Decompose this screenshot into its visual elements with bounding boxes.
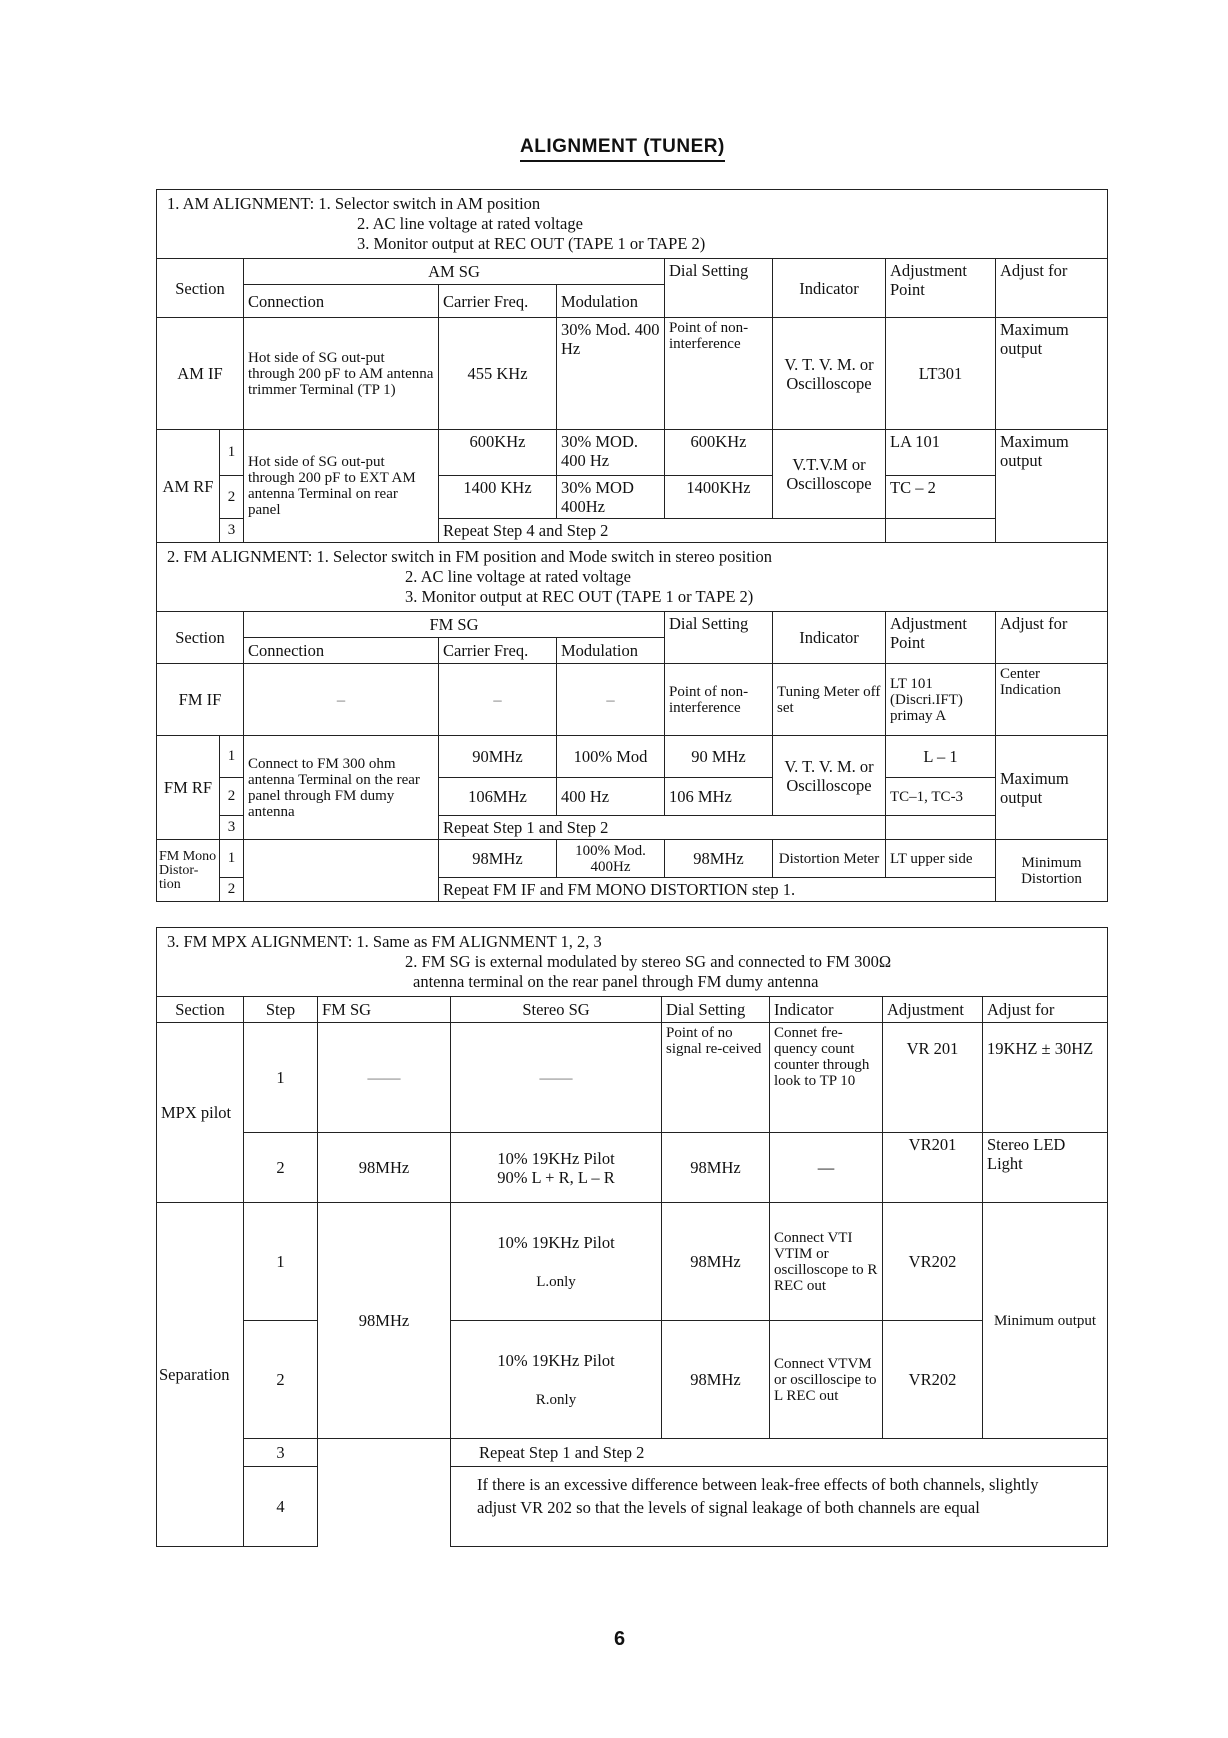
table-row: 2 98MHz 10% 19KHz Pilot 90% L + R, L – R 98MHz — VR201 Stereo LED Light xyxy=(157,1133,1108,1203)
table-row: 4 If there is an excessive difference between leak-free effects of both channels, slightly adjust VR 202 so that the levels of signal leakage of both channels are equal xyxy=(157,1467,1108,1547)
table-row: FM RF 1 Connect to FM 300 ohm antenna Terminal on the rear panel through FM dumy antenna 90MHz 100% Mod 90 MHz V. T. V. M. or Oscilloscope L – 1 Maximum output xyxy=(157,736,1108,778)
table-row: 2 106MHz 400 Hz 106 MHz TC–1, TC-3 xyxy=(157,778,1108,816)
col-carrier-freq: Carrier Freq. xyxy=(439,285,557,318)
col-indicator: Indicator xyxy=(773,259,886,318)
mpx-alignment-header: 3. FM MPX ALIGNMENT: 1. Same as FM ALIGNMENT 1, 2, 3 2. FM SG is external modulated by stereo SG and connected to FM 300Ω antenna terminal on the rear panel through FM dumy antenna xyxy=(157,928,1108,997)
table-row: Separation 1 98MHz 10% 19KHz Pilot L.only 98MHz Connect VTI VTIM or oscilloscope to R REC out VR202 Minimum output xyxy=(157,1203,1108,1321)
table-row: 3 Repeat Step 4 and Step 2 xyxy=(157,519,1108,543)
col-adjust-for: Adjust for xyxy=(996,259,1108,318)
page-title: ALIGNMENT (TUNER) xyxy=(520,136,725,162)
col-adjustment-point: Adjustment Point xyxy=(886,259,996,318)
col-am-sg: AM SG xyxy=(244,259,665,285)
table-row: AM IF Hot side of SG out-put through 200 pF to AM antenna trimmer Terminal (TP 1) 455 KHz 30% Mod. 400 Hz Point of non-interference V. T. V. M. or Oscilloscope LT301 Maximum output xyxy=(157,318,1108,430)
table-row: FM Mono Distor-tion 1 98MHz 100% Mod. 400Hz 98MHz Distortion Meter LT upper side Minimum Distortion xyxy=(157,840,1108,878)
col-modulation: Modulation xyxy=(557,285,665,318)
table-row: 3 Repeat Step 1 and Step 2 xyxy=(157,1439,1108,1467)
fm-alignment-header: 2. FM ALIGNMENT: 1. Selector switch in FM position and Mode switch in stereo position 2. AC line voltage at rated voltage 3. Monitor output at REC OUT (TAPE 1 or TAPE 2) xyxy=(157,543,1108,612)
mpx-alignment-table: 3. FM MPX ALIGNMENT: 1. Same as FM ALIGNMENT 1, 2, 3 2. FM SG is external modulated by stereo SG and connected to FM 300Ω antenna terminal on the rear panel through FM dumy antenna Section Step FM SG Stereo SG Dial Setting Indicator Adjustment Adjust for MPX pilot 1 —— —— Point of no signal re-ceived Connet fre-quency count counter through look to TP 10 VR 201 19KHZ ± 30HZ 2 98MHz 10% 19KHz Pilot 90% L + R, L – R 98MHz — VR201 Stereo LED Light Separation 1 98MHz 10% 19KHz Pilot L.only 98MHz Connect VTI VTIM or oscilloscope to R REC out VR202 Minimum output 2 10% 19KHz Pilot R.only 98MHz Connect VTVM or oscilloscipe to L REC out VR202 3 Repeat Step 1 and Step 2 4 If there is an excessive difference between leak-free effects of both channels, slightly adjust VR 202 so that the levels of signal leakage of both channels are equal xyxy=(156,927,1108,1547)
col-section: Section xyxy=(157,259,244,318)
table-row: MPX pilot 1 —— —— Point of no signal re-ceived Connet fre-quency count counter through look to TP 10 VR 201 19KHZ ± 30HZ xyxy=(157,1023,1108,1133)
am-fm-alignment-table: 1. AM ALIGNMENT: 1. Selector switch in AM position 2. AC line voltage at rated voltage 3. Monitor output at REC OUT (TAPE 1 or TAPE 2) Section AM SG Dial Setting Indicator Adjustment Point Adjust for Connection Carrier Freq. Modulation AM IF Hot side of SG out-put through 200 pF to AM antenna trimmer Terminal (TP 1) 455 KHz 30% Mod. 400 Hz Point of non-interference V. T. V. M. or Oscilloscope LT301 Maximum output AM RF 1 Hot side of SG out-put through 200 pF to EXT AM antenna Terminal on rear panel 600KHz 30% MOD. 400 Hz 600KHz V.T.V.M or Oscilloscope LA 101 Maximum output 2 1400 KHz 30% MOD 400Hz 1400KHz TC – 2 3 Repeat Step 4 and Step 2 2. FM ALIGNMENT: 1. Selector switch in FM position and Mode switch in stereo position 2. AC line voltage at rated voltage 3. Monitor output at REC OUT (TAPE 1 or TAPE 2) Section FM SG Dial Setting Indicator Adjustment Point Adjust for Connection Carrier Freq. Modulation FM IF – – – Point of non-interference Tuning Meter off set LT 101 (Discri.IFT) primay A Center Indication FM RF 1 Connect to FM 300 ohm antenna Terminal on the rear panel through FM dumy antenna 90MHz 100% Mod 90 MHz V. T. V. M. or Oscilloscope L – 1 Maximum output 2 106MHz 400 Hz 106 MHz TC–1, TC-3 3 Repeat Step 1 and Step 2 FM Mono Distor-tion 1 98MHz 100% Mod. 400Hz 98MHz Distortion Meter LT upper side Minimum Distortion 2 Repeat FM IF and FM MONO DISTORTION step 1. xyxy=(156,189,1108,902)
table-row: 2 10% 19KHz Pilot R.only 98MHz Connect VTVM or oscilloscipe to L REC out VR202 xyxy=(157,1321,1108,1439)
am-alignment-header: 1. AM ALIGNMENT: 1. Selector switch in AM position 2. AC line voltage at rated voltage 3. Monitor output at REC OUT (TAPE 1 or TAPE 2) xyxy=(157,190,1108,259)
table-row: 2 1400 KHz 30% MOD 400Hz 1400KHz TC – 2 xyxy=(157,476,1108,519)
table-row: 2 Repeat FM IF and FM MONO DISTORTION step 1. xyxy=(157,878,1108,902)
table-row: AM RF 1 Hot side of SG out-put through 200 pF to EXT AM antenna Terminal on rear panel 600KHz 30% MOD. 400 Hz 600KHz V.T.V.M or Oscilloscope LA 101 Maximum output xyxy=(157,430,1108,476)
col-dial-setting: Dial Setting xyxy=(665,259,773,318)
col-connection: Connection xyxy=(244,285,439,318)
table-row: 3 Repeat Step 1 and Step 2 xyxy=(157,816,1108,840)
page-number: 6 xyxy=(614,1628,626,1650)
table-row: FM IF – – – Point of non-interference Tuning Meter off set LT 101 (Discri.IFT) primay A Center Indication xyxy=(157,664,1108,736)
